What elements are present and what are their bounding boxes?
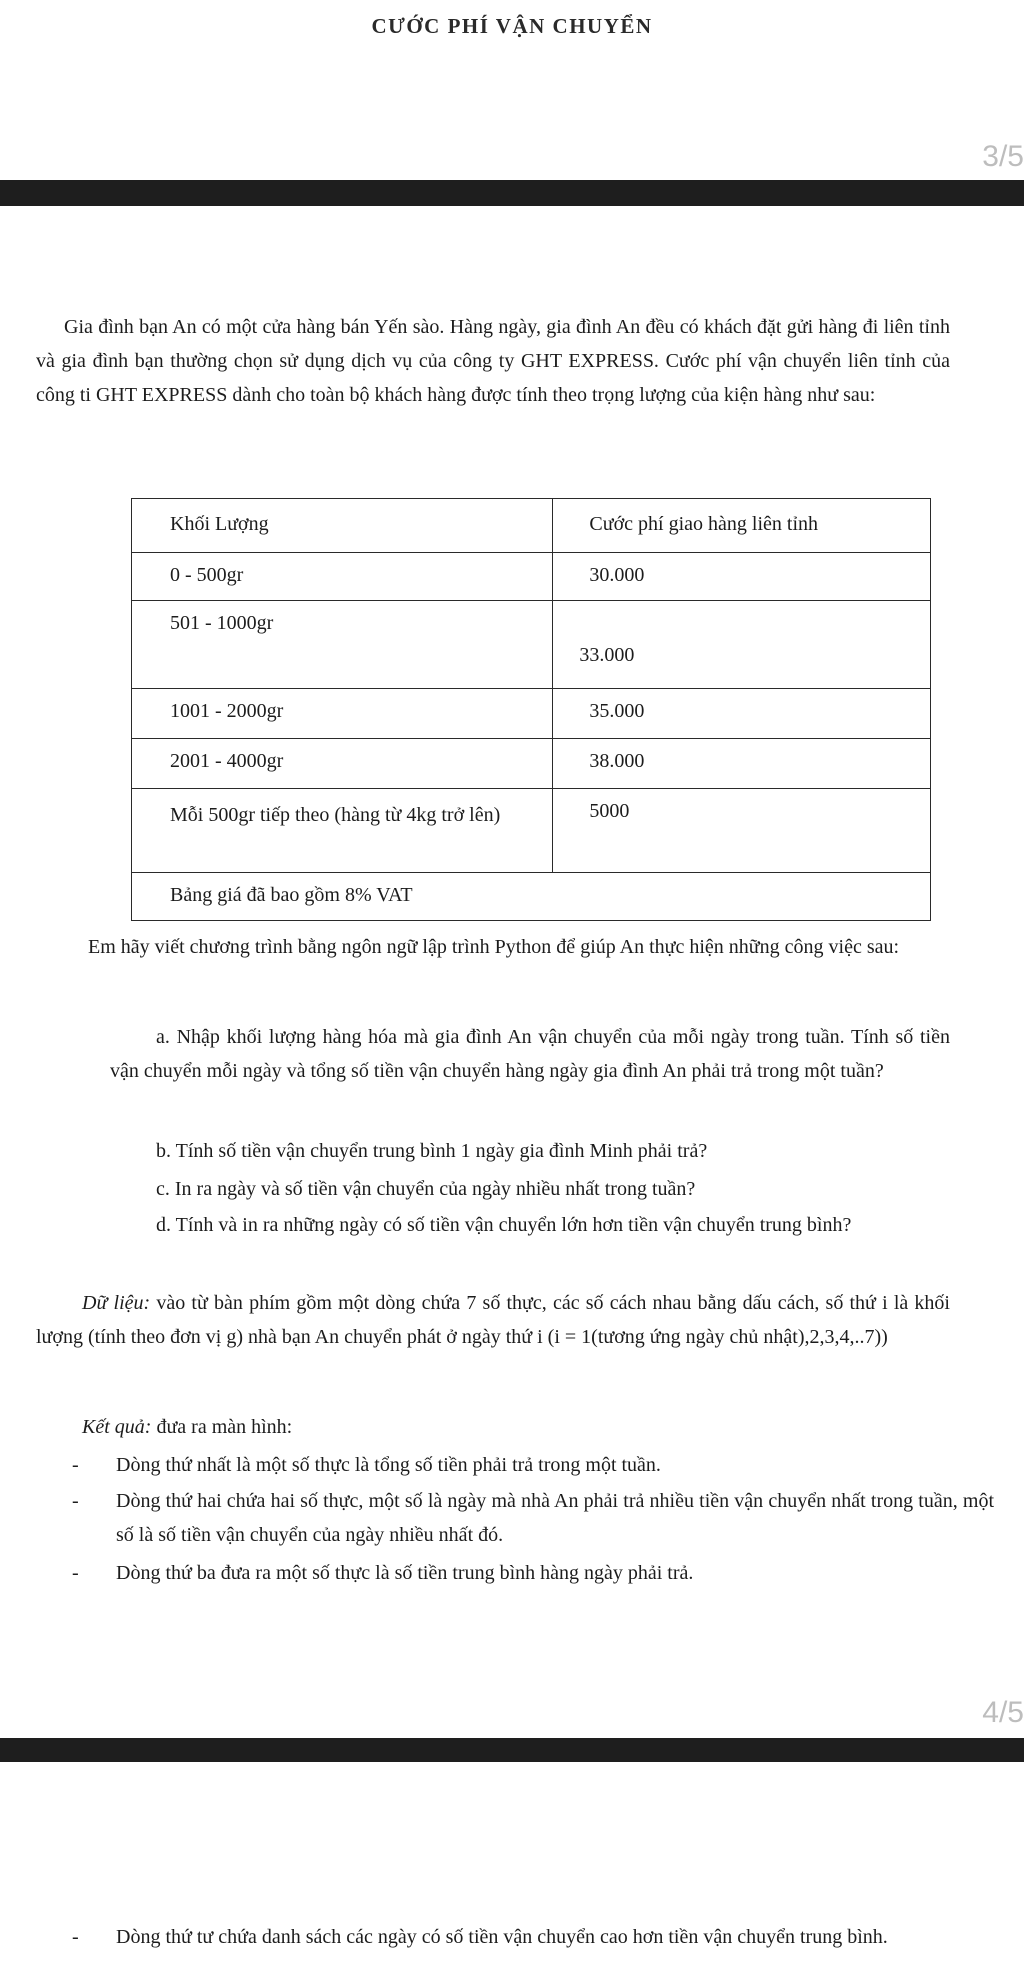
price-table: [131, 498, 931, 921]
table-cell: [553, 789, 931, 873]
table-cell: [553, 601, 931, 689]
cell-text: 5000: [589, 800, 630, 822]
table-footer-row: [132, 873, 931, 921]
bullet-item: [72, 1484, 994, 1552]
table-cell: [553, 553, 931, 601]
cell-text: 38.000: [589, 750, 645, 772]
bullet-text: Dòng thứ ba đưa ra một số thực là số tiền trung bình hàng ngày phải trả.: [116, 1562, 694, 1584]
task-item-b: b. Tính số tiền vận chuyển trung bình 1 ngày gia đình Minh phải trả?: [156, 1140, 708, 1162]
request-paragraph: Em hãy viết chương trình bằng ngôn ngữ lập trình Python để giúp An thực hiện những công việc sau:: [88, 936, 900, 958]
page-indicator: 3/5: [982, 140, 1024, 173]
bullet-text: Dòng thứ hai chứa hai số thực, một số là ngày mà nhà An phải trả nhiều tiền vận chuyển nhất trong tuần, một số là số tiền vận chuyển của ngày nhiều nhất đó.: [116, 1490, 994, 1546]
table-row: [132, 601, 931, 689]
data-paragraph: [36, 1286, 950, 1354]
bullet-text: Dòng thứ tư chứa danh sách các ngày có số tiền vận chuyển cao hơn tiền vận chuyển trung bình.: [116, 1926, 888, 1948]
table-cell: [132, 553, 553, 601]
cell-text: 0 - 500gr: [170, 564, 244, 586]
table-header-cell: [553, 499, 931, 553]
table-row: [132, 689, 931, 739]
cell-text: 33.000: [579, 644, 635, 666]
data-label: Dữ liệu:: [82, 1292, 151, 1314]
bullet-item: [72, 1556, 994, 1590]
cell-text: Khối Lượng: [170, 513, 269, 535]
result-text: đưa ra màn hình:: [156, 1416, 293, 1438]
cell-text: Cước phí giao hàng liên tỉnh: [589, 513, 818, 535]
intro-paragraph: Gia đình bạn An có một cửa hàng bán Yến sào. Hàng ngày, gia đình An đều có khách đặt gửi hàng đi liên tỉnh và gia đình bạn thường chọn sử dụng dịch vụ của công ty GHT EXPRESS. Cước phí vận chuyển liên tỉnh của công ti GHT EXPRESS dành cho toàn bộ khách hàng được tính theo trọng lượng của kiện hàng như sau:: [36, 316, 950, 406]
task-item-d: d. Tính và in ra những ngày có số tiền vận chuyển lớn hơn tiền vận chuyển trung bình?: [156, 1214, 852, 1236]
bullet-dash: -: [72, 1926, 79, 1948]
bullet-item: [72, 1448, 994, 1482]
bullet-item: [72, 1920, 994, 1954]
page-indicator: 4/5: [982, 1696, 1024, 1729]
bullet-text: Dòng thứ nhất là một số thực là tổng số tiền phải trả trong một tuần.: [116, 1454, 661, 1476]
table-cell: [553, 689, 931, 739]
bullet-dash: -: [72, 1454, 79, 1476]
cell-text: 501 - 1000gr: [170, 612, 274, 634]
page-title: CƯỚC PHÍ VẬN CHUYỂN: [371, 14, 653, 38]
table-cell: [553, 739, 931, 789]
page-separator-bar: [0, 1738, 1024, 1762]
table-cell: [132, 689, 553, 739]
table-header-row: [132, 499, 931, 553]
table-row: [132, 553, 931, 601]
table-row: [132, 739, 931, 789]
cell-text: 1001 - 2000gr: [170, 700, 284, 722]
cell-text: Mỗi 500gr tiếp theo (hàng từ 4kg trở lên): [170, 804, 501, 826]
table-row: [132, 789, 931, 873]
result-paragraph: [36, 1410, 950, 1444]
cell-text: 35.000: [589, 700, 645, 722]
cell-text: 30.000: [589, 564, 645, 586]
table-cell: [132, 739, 553, 789]
task-item-a: a. Nhập khối lượng hàng hóa mà gia đình An vận chuyển của mỗi ngày trong tuần. Tính số tiền vận chuyển mỗi ngày và tổng số tiền vận chuyển hàng ngày gia đình An phải trả trong một tuần?: [110, 1026, 950, 1082]
page-separator-bar: [0, 180, 1024, 206]
cell-text: Bảng giá đã bao gồm 8% VAT: [170, 884, 413, 906]
table-footer-cell: [132, 873, 931, 921]
table-cell: [132, 789, 553, 873]
bullet-dash: -: [72, 1490, 79, 1512]
data-text: vào từ bàn phím gồm một dòng chứa 7 số thực, các số cách nhau bằng dấu cách, số thứ i là khối lượng (tính theo đơn vị g) nhà bạn An chuyển phát ở ngày thứ i (i = 1(tương ứng ngày chủ nhật),2,3,4,..7)): [36, 1292, 950, 1348]
bullet-dash: -: [72, 1562, 79, 1584]
result-label: Kết quả:: [82, 1416, 152, 1438]
cell-text: 2001 - 4000gr: [170, 750, 284, 772]
task-item-c: c. In ra ngày và số tiền vận chuyển của ngày nhiều nhất trong tuần?: [156, 1178, 696, 1200]
table-cell: [132, 601, 553, 689]
table-header-cell: [132, 499, 553, 553]
